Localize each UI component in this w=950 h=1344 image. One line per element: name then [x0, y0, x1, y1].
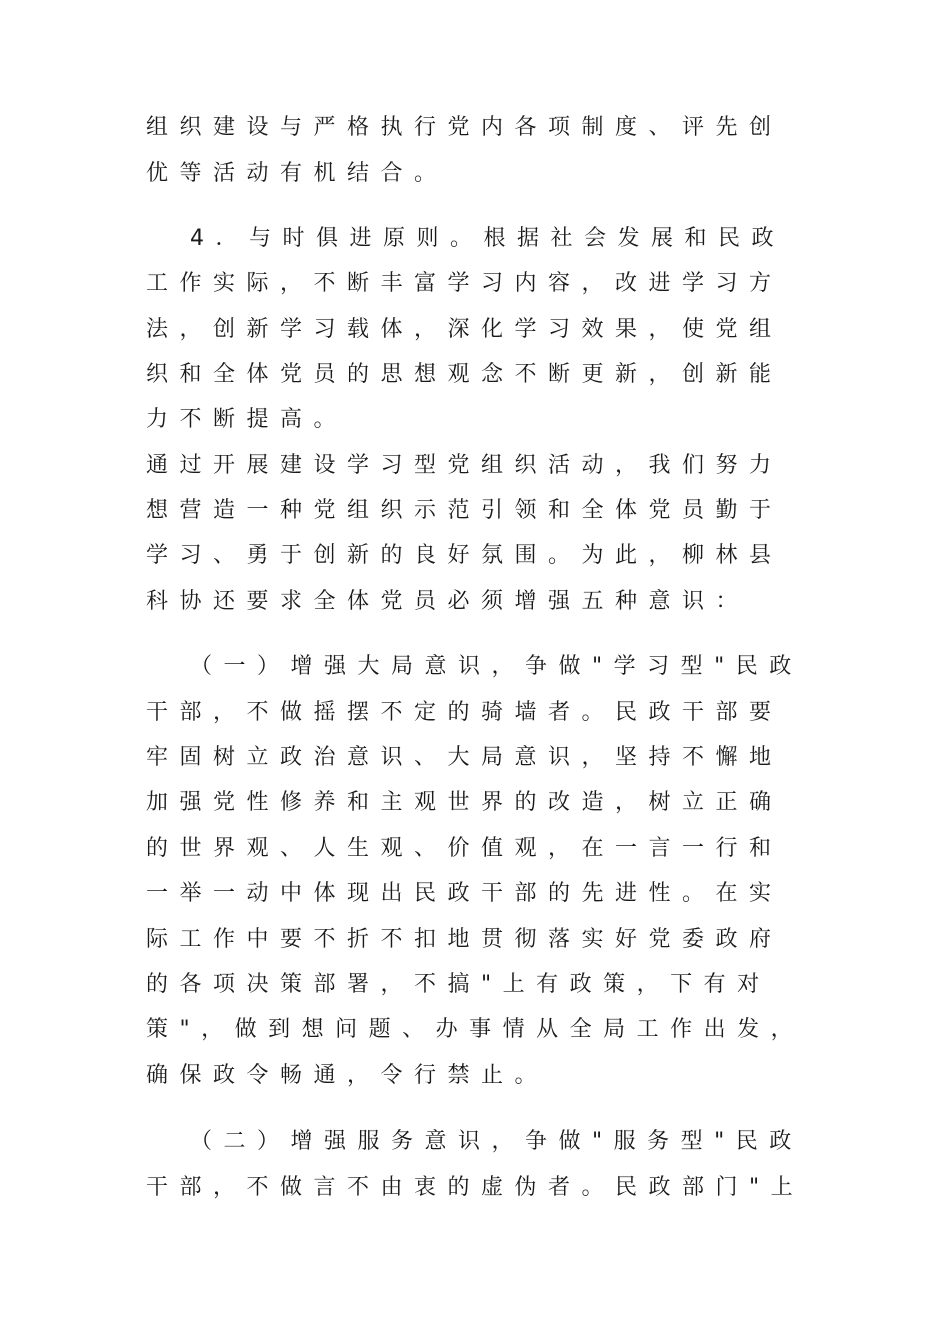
text-line: （二）增强服务意识，争做"服务型"民政 [190, 1129, 803, 1154]
text-line: 际工作中要不折不扣地贯彻落实好党委政府 [146, 927, 783, 952]
text-line: 组织建设与严格执行党内各项制度、评先创 [146, 115, 783, 140]
text-line: 一举一动中体现出民政干部的先进性。在实 [146, 881, 783, 906]
text-line: 的各项决策部署，不搞"上有政策，下有对 [146, 972, 771, 997]
text-line: 法，创新学习载体，深化学习效果，使党组 [146, 317, 783, 342]
text-line: 工作实际，不断丰富学习内容，改进学习方 [146, 271, 783, 296]
text-line: 力不断提高。 [146, 407, 348, 432]
text-line: 通过开展建设学习型党组织活动，我们努力 [146, 453, 783, 478]
text-line: 加强党性修养和主观世界的改造，树立正确 [146, 790, 783, 815]
text-line: 策"，做到想问题、办事情从全局工作出发， [146, 1017, 805, 1042]
text-line: 4．与时俱进原则。根据社会发展和民政 [190, 226, 785, 251]
text-line: 优等活动有机结合。 [146, 161, 448, 186]
text-line: 干部，不做言不由衷的虚伪者。民政部门"上 [146, 1175, 805, 1200]
text-line: （一）增强大局意识，争做"学习型"民政 [190, 654, 803, 679]
text-line: 确保政令畅通，令行禁止。 [146, 1063, 549, 1088]
text-line: 牢固树立政治意识、大局意识，坚持不懈地 [146, 745, 783, 770]
text-line: 干部，不做摇摆不定的骑墙者。民政干部要 [146, 700, 783, 725]
text-line: 织和全体党员的思想观念不断更新，创新能 [146, 362, 783, 387]
text-line: 学习、勇于创新的良好氛围。为此，柳林县 [146, 543, 783, 568]
text-line: 科协还要求全体党员必须增强五种意识： [146, 589, 750, 614]
text-line: 想营造一种党组织示范引领和全体党员勤于 [146, 498, 783, 523]
text-line: 的世界观、人生观、价值观，在一言一行和 [146, 836, 783, 861]
